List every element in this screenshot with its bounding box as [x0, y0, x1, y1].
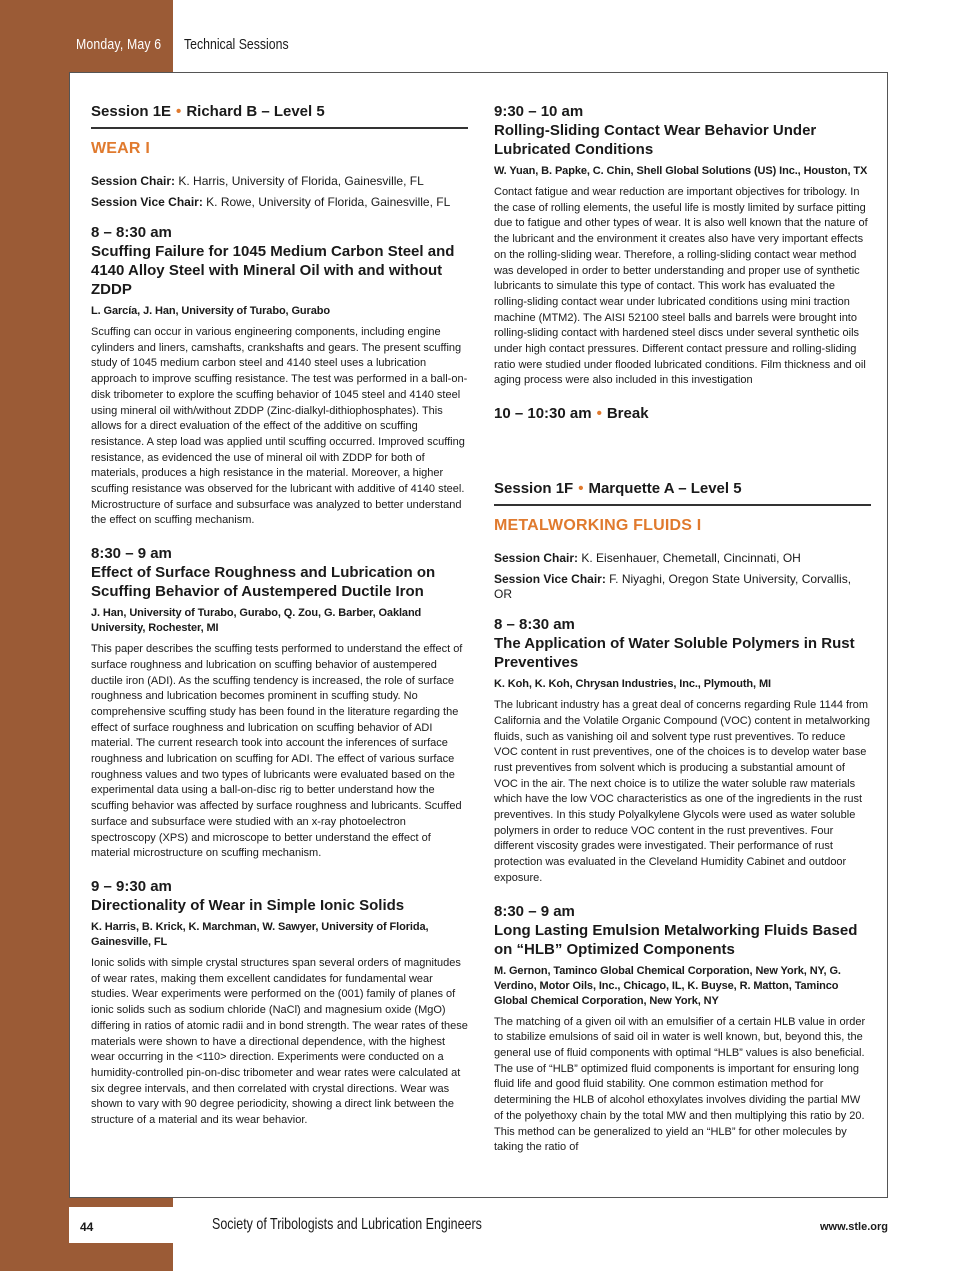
talk-title: The Application of Water Soluble Polymers in Rust Preventives [494, 635, 855, 672]
session-vice-chair: Session Vice Chair: F. Niyaghi, Oregon State University, Corvallis, OR [494, 572, 852, 602]
talk-title: Rolling-Sliding Contact Wear Behavior Under Lubricated Conditions [494, 122, 817, 158]
bullet-icon: • [578, 480, 584, 498]
talk-title: Effect of Surface Roughness and Lubrication on Scuffing Behavior of Austempered Ductile Iron [91, 564, 436, 601]
talk-authors: W. Yuan, B. Papke, C. Chin, Shell Global Solutions (US) Inc., Houston, TX [494, 165, 868, 177]
talk-abstract: The lubricant industry has a great deal of concerns regarding Rule 1144 from California and the Volatile Organic Compound (VOC) content in metalworking fluids, such as vanishing oil and solvent type rust preventives. To reduce VOC content in rust preventives, one of the choices is to develop water base rust preventives from solvent which is producing a substantial amount of VOC in the air. The next choice is to utilize the water soluble raw materials which have the low VOC characteristics as one of the ingredients in the rust preventives. In this study Polyalkylene Glycols were used as water soluble polymers in order to reduce VOC content in the rust preventives. Four different viscosity grades were investigated. Their performance of rust protection was evaluated in the Cleveland Humidity Cabinet and outdoor exposure. [494, 699, 871, 884]
talk-time: 8 – 8:30 am [494, 616, 575, 634]
talk-title: Long Lasting Emulsion Metalworking Fluids Based on “HLB” Optimized Components [494, 921, 858, 958]
talk-abstract: Contact fatigue and wear reduction are important objectives for tribology. In the case of rolling elements, the useful life is mostly limited by surface pitting due to fatigue and other types of wear. It is also well known that the nature of the lubricant and the environment it creates also have very important effects on the rolling-sliding wear. Therefore, a rolling-sliding contact wear method was developed in order to better understanding and proper use of synthetic lubricants to simulate this type of contact. This work has evaluated the rolling-sliding contact wear under lubricated conditions using mini traction machine (MTM2). The AISI 52100 steel balls and barrels were brought into rolling-sliding contact with hardened steel discs under several synthetic oils under high contact pressures. Different contact pressure and rolling-sliding ratio were studied under flooded lubricated conditions. Film thickness and oil aging process were also included in this investigation [494, 186, 868, 387]
talk-item [91, 224, 468, 529]
talk-item [494, 616, 871, 886]
talk-abstract: The matching of a given oil with an emulsifier of a certain HLB value in order to stabilize emulsions of said oil in water is well known, but, beyond this, the general use of fluid components with optimal “HLB” values is also beneficial. The use of “HLB” optimized fluid components is important for ensuring long fluid life and good fluid stability. One common estimation method for determining the HLB of alcohol ethoxylates involves dividing the partial MW of the polyethoxy chain by the total MW and then multiplying this ratio by 20. This method can be generalized to yield an “HLB” for other molecules by taking the ratio of [494, 1015, 866, 1154]
session-chair: Session Chair: K. Eisenhauer, Chemetall, Cincinnati, OH [494, 551, 801, 566]
talk-time: 8 – 8:30 am [91, 224, 172, 241]
spacer [494, 422, 871, 480]
talk-authors: L. García, J. Han, University of Turabo, Gurabo [91, 305, 330, 317]
talk-time: 8:30 – 9 am [91, 545, 172, 563]
talk-abstract: This paper describes the scuffing tests performed to understand the effect of surface roughness and lubrication on scuffing behavior of austempered ductile iron (ADI). As the scuffing tendency is increased, the role of surface roughness and lubrication becomes prominent in scuffing study. No comprehensive scuffing study has been found in the literature regarding the effect of surface roughness and lubrication on scuffing behavior of ADI material. The current research took into account the inferences of surface roughness and lubrication on scuffing for ADI. The effect of various surface roughness values and two types of lubricants were evaluated based on the experimental data using a ball-on-disc rig to better understand how the scuffing behavior was affected by surface roughness and lubricants. Scuffed surface and subsurface were studied with an x-ray photoelectron spectroscopy (XPS) and microscope to better understand the effect of material microstructure on scuffing mechanism. [91, 643, 463, 860]
left-column [91, 103, 468, 1129]
bullet-icon: • [596, 405, 602, 423]
session-chair: Session Chair: K. Harris, University of Florida, Gainesville, FL [91, 174, 424, 188]
header-divider [173, 32, 175, 58]
talk-time: 8:30 – 9 am [494, 902, 575, 920]
right-column [494, 103, 871, 1156]
track-title: METALWORKING FLUIDS I [494, 517, 702, 535]
header-band [173, 0, 960, 70]
talk-time: 9:30 – 10 am [494, 103, 584, 120]
break-time: 10 – 10:30 am [494, 405, 592, 423]
session-code: Session 1E [91, 103, 172, 120]
talk-abstract: Ionic solids with simple crystal structures span several orders of magnitudes of wear rates, making them excellent candidates for fundamental wear studies. Wear experiments were performed on the (001) family of planes of ionic solids such as sodium chloride (NaCl) and magnesium oxide (MgO) differing in ratios of atomic radii and in bond strength. The wear rates of these materials were shown to have a directional dependence, with the highest wear occurring in the <110> direction. Experiments were conducted on a humidity-controlled pin-on-disc tribometer and wear rates were calculated at six degree intervals, and then correlated with crystal directions. Wear was shown to vary with 90 degree periodicity, showing a direct link between the structure of a material and its wear behavior. [91, 956, 468, 1127]
header-date: Monday, May 6 [76, 36, 162, 53]
talk-title: Directionality of Wear in Simple Ionic Solids [91, 896, 405, 914]
talk-item [91, 545, 468, 862]
break-label: Break [606, 405, 649, 423]
bullet-icon: • [176, 103, 182, 120]
talk-title: Scuffing Failure for 1045 Medium Carbon Steel and 4140 Alloy Steel with Mineral Oil with and without ZDDP [91, 243, 455, 298]
talk-authors: K. Harris, B. Krick, K. Marchman, W. Sawyer, University of Florida, Gainesville, FL [91, 920, 429, 948]
session-vice-chair: Session Vice Chair: K. Rowe, University of Florida, Gainesville, FL [91, 195, 451, 209]
footer-organization: Society of Tribologists and Lubrication Engineers [212, 1216, 482, 1233]
talk-item [494, 103, 871, 389]
session-room: Marquette A – Level 5 [588, 480, 742, 498]
talk-authors: J. Han, University of Turabo, Gurabo, Q. Zou, G. Barber, Oakland University, Rochester, MI [91, 607, 422, 635]
talk-abstract: Scuffing can occur in various engineering components, including engine cylinders and liners, camshafts, crankshafts and gears. The present scuffing study of 1045 medium carbon steel and 4140 steel uses a lubrication approach to improve scuffing resistance. The test was performed in a ball-on-disk tribometer to explore the scuffing behavior of 1045 steel and 4140 steel using mineral oil with/without ZDDP (Zinc-dialkyl-dithiophosphates). This allows for a direct evaluation of the effect of the additive on scuffing resistance. A step load was applied until scuffing occurred. Improved scuffing resistance, as evidenced the use of mineral oil with ZDDP for both of materials, produces a high resistance in the material. Moreover, a higher scuffing resistance was observed for the lubricant with additive of 4140 steel. Microstructure of surface and subsurface was analyzed to better understand the effect on scuffing mechanism. [91, 326, 468, 527]
session-room: Richard B – Level 5 [186, 103, 325, 120]
talk-time: 9 – 9:30 am [91, 877, 172, 895]
talk-item [91, 878, 468, 1129]
break-line [494, 405, 871, 422]
session-heading [494, 480, 871, 506]
header-section-title: Technical Sessions [184, 36, 289, 53]
talk-item [494, 903, 871, 1156]
talk-authors: K. Koh, K. Koh, Chrysan Industries, Inc., Plymouth, MI [494, 678, 771, 691]
session-code: Session 1F [494, 480, 574, 498]
footer-url[interactable]: www.stle.org [819, 1221, 888, 1233]
session-heading [91, 103, 468, 129]
page-number: 44 [80, 1220, 94, 1234]
track-title: WEAR I [91, 140, 150, 157]
talk-authors: M. Gernon, Taminco Global Chemical Corporation, New York, NY, G. Verdino, Motor Oils, Inc., Chicago, IL, K. Buyse, R. Matton, Taminco Global Chemical Corporation, New York, NY [494, 964, 841, 1007]
